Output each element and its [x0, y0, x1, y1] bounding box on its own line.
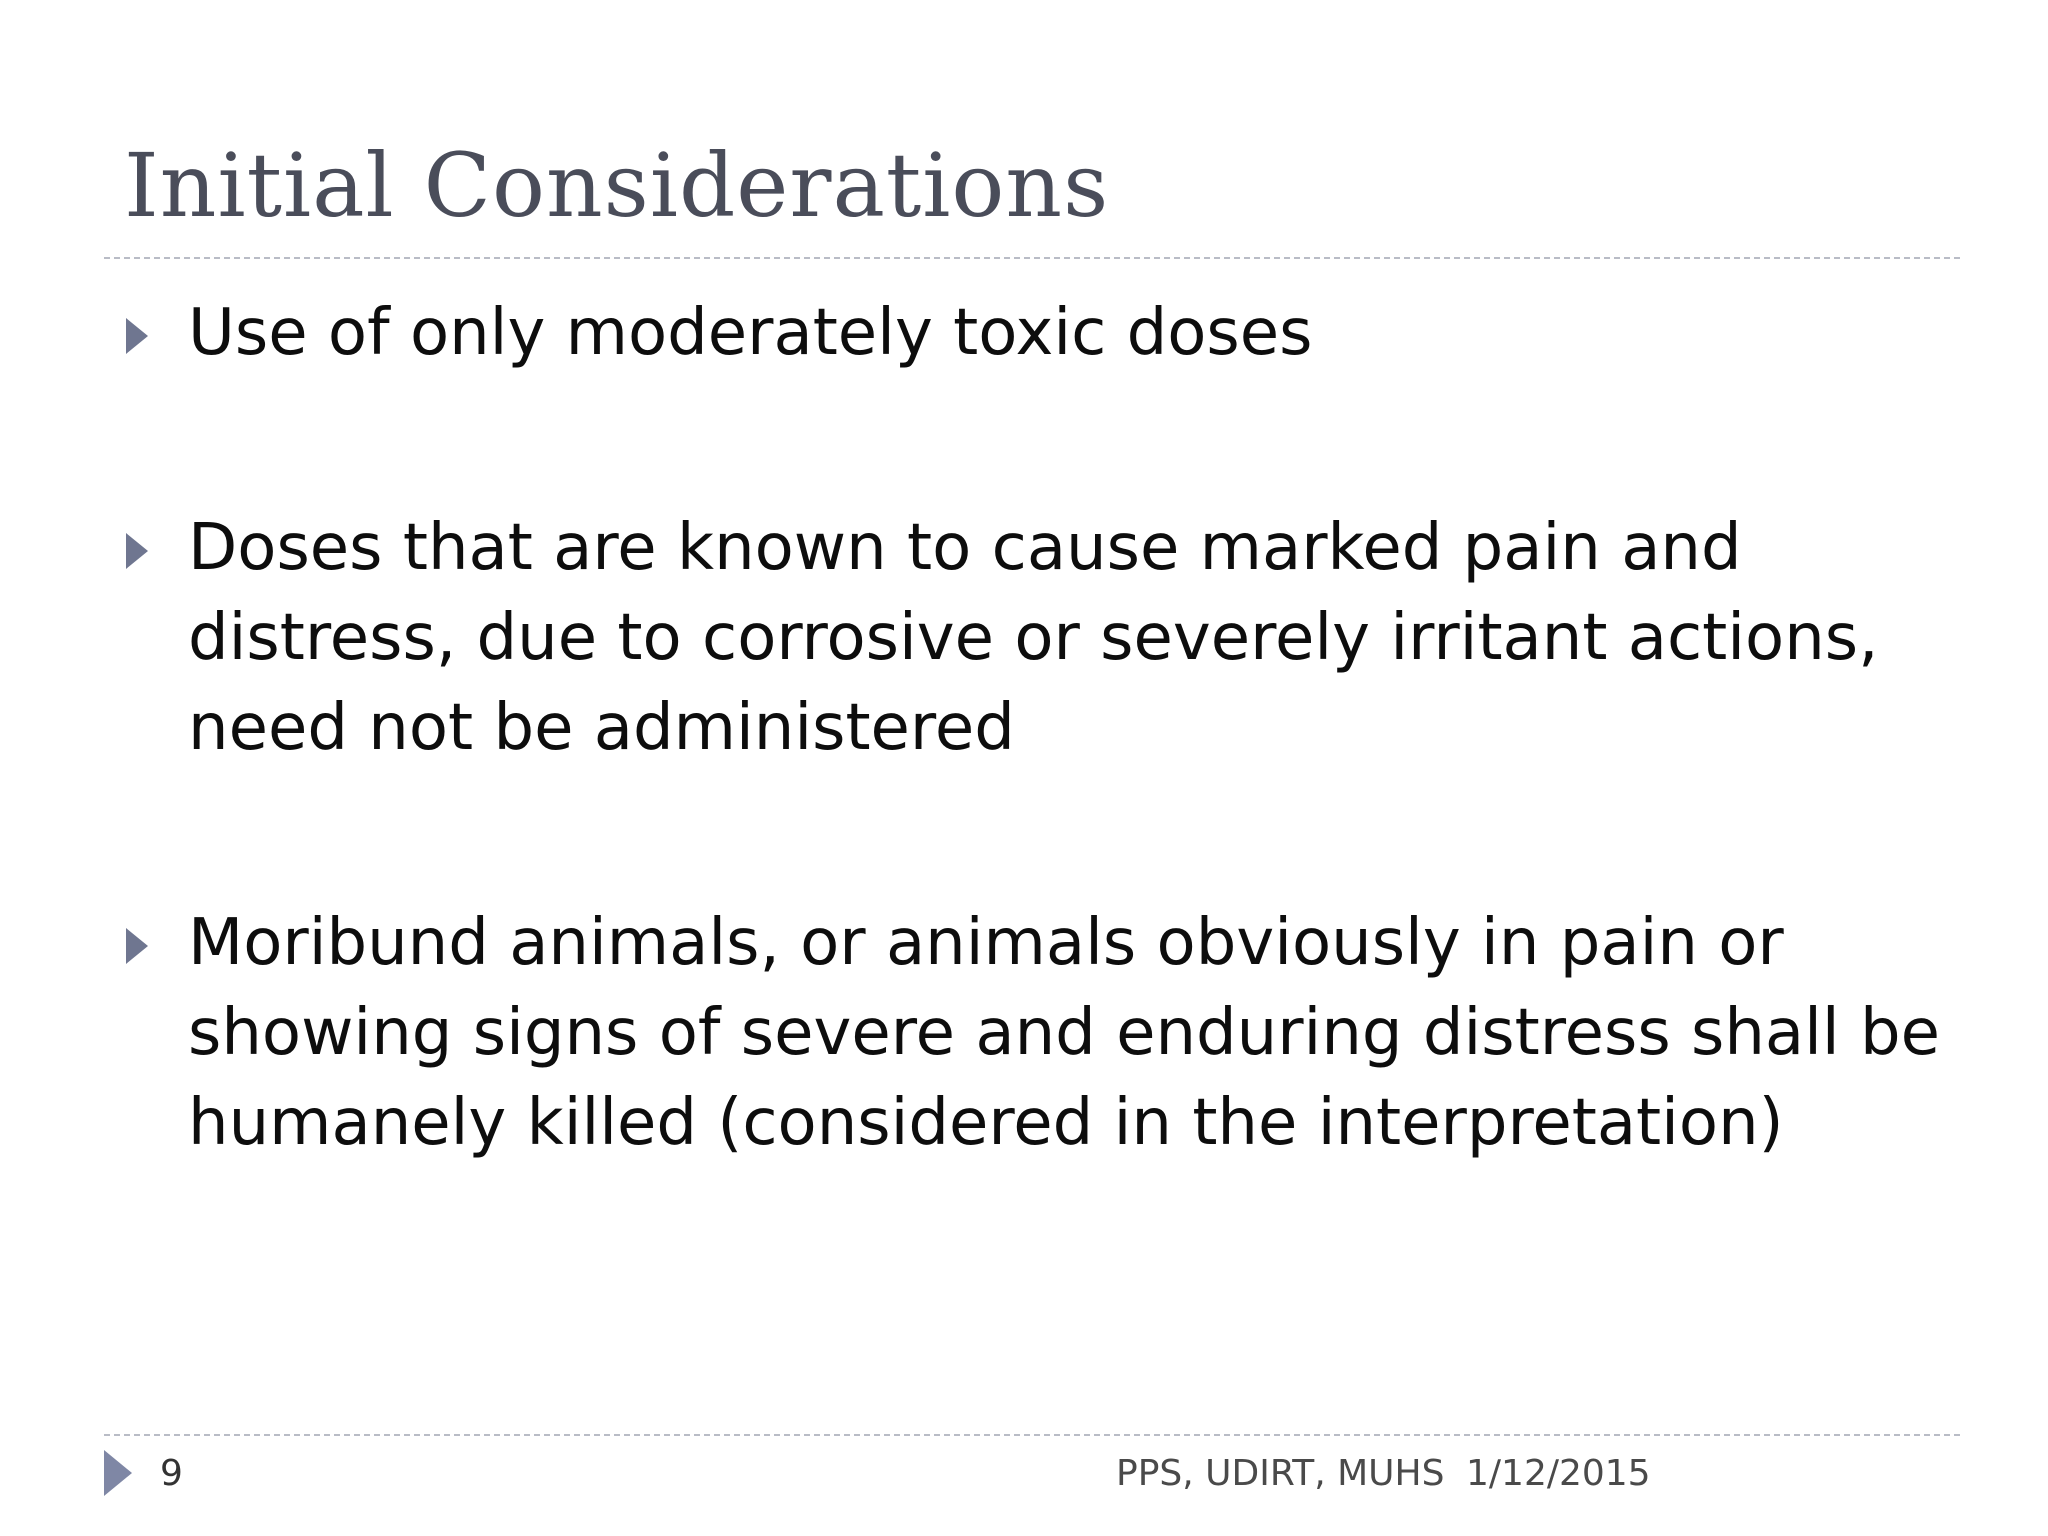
bullet-text: Doses that are known to cause marked pain and distress, due to corrosive or severely irritant actions, need not be administered: [188, 511, 1879, 765]
bullet-item: [126, 288, 1956, 378]
page-number: 9: [160, 1453, 183, 1494]
slide-title: Initial Considerations: [124, 134, 1110, 237]
footer-organization: PPS, UDIRT, MUHS: [1116, 1453, 1445, 1494]
bullet-list: [126, 288, 1956, 1168]
bullet-item: [126, 503, 1956, 773]
title-divider: [104, 257, 1960, 259]
footer-divider: [104, 1434, 1960, 1436]
bullet-text: Moribund animals, or animals obviously in pain or showing signs of severe and enduring distress shall be humanely killed (considered in the interpretation): [188, 906, 1941, 1160]
triangle-right-icon: [126, 318, 148, 354]
bullet-text: Use of only moderately toxic doses: [188, 296, 1313, 370]
footer-date: 1/12/2015: [1466, 1453, 1651, 1494]
bullet-item: [126, 898, 1956, 1168]
triangle-right-icon: [126, 533, 148, 569]
triangle-right-icon: [126, 928, 148, 964]
triangle-right-icon: [104, 1450, 132, 1496]
